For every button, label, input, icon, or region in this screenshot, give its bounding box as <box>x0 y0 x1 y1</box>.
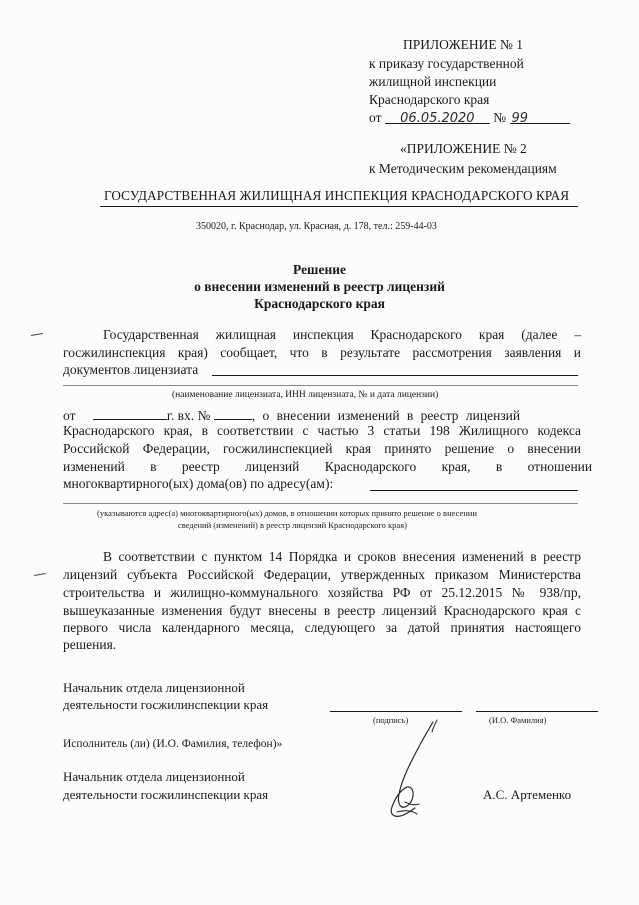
name-line <box>476 711 598 712</box>
header-rule <box>100 206 578 207</box>
p2-line1: В соответствии с пунктом 14 Порядка и сроков внесения изменений в реестр <box>103 549 581 564</box>
p1-line6: Российской Федерации, госжилинспекцией края принято решение о внесении <box>63 441 581 456</box>
decision-subtitle-region: Краснодарского края <box>254 296 385 311</box>
sig1-position-line2: деятельности госжилинспекции края <box>63 697 269 712</box>
address-label: многоквартирного(ых) дома(ов) по адресу(ам): <box>63 476 334 491</box>
handwritten-number: 99 <box>511 111 529 126</box>
sig2-position-line1: Начальник отдела лицензионной <box>63 769 245 784</box>
address-field-line <box>370 490 578 491</box>
decision-title: Решение <box>293 262 346 277</box>
appendix1-line1: к приказу государственной <box>369 56 524 71</box>
margin-mark <box>31 333 43 336</box>
p1-line4 <box>63 405 581 424</box>
appendix2-line1: к Методическим рекомендациям <box>369 161 557 176</box>
p1-line7: изменений в реестр лицензий Краснодарского края, в отношении <box>63 459 593 474</box>
p2-line6: решения. <box>63 637 117 652</box>
from-label-2: от <box>63 408 76 423</box>
sig1-position-line1: Начальник отдела лицензионной <box>63 680 245 695</box>
date-blank <box>93 405 167 420</box>
p1-line2: госжилинспекция края) сообщает, что в результате рассмотрения заявления и <box>63 345 581 360</box>
handwritten-signature <box>375 718 465 828</box>
decision-subtitle: о внесении изменений в реестр лицензий <box>194 279 445 294</box>
incoming-number-blank <box>214 405 252 420</box>
address-hint-line1: (указываются адрес(а) многоквартирного(ых) домов, в отношении которых принято решение о внесении <box>97 508 477 518</box>
number-field <box>510 109 570 124</box>
incoming-label: г. вх. № <box>166 408 211 423</box>
name-hint: (И.О. Фамилия) <box>489 715 547 725</box>
p1-line3 <box>63 362 198 378</box>
licensee-field-line <box>212 375 578 376</box>
p1-line5: Краснодарского края, в соответствии с частью 3 статьи 198 Жилищного кодекса <box>63 423 581 438</box>
p1-line8 <box>63 476 333 492</box>
margin-mark-2 <box>34 573 46 576</box>
handwritten-date: 06.05.2020 <box>400 111 475 126</box>
appendix1-line2: жилищной инспекции <box>369 74 497 89</box>
organization-address: 350020, г. Краснодар, ул. Красная, д. 178, тел.: 259-44-03 <box>196 221 437 232</box>
p2-line3: строительства и жилищно-коммунального хозяйства РФ от 25.12.2015 № 938/пр, <box>63 585 581 600</box>
address-field-line2 <box>63 503 578 504</box>
p2-line2: лицензий субъекта Российской Федерации, утвержденных приказом Министерства <box>63 567 581 582</box>
executor-line: Исполнитель (ли) (И.О. Фамилия, телефон)» <box>63 738 283 750</box>
appendix1-date-line <box>369 109 570 127</box>
licensee-hint: (наименование лицензиата, ИНН лицензиата, № и дата лицензии) <box>172 390 439 400</box>
from-label: от <box>369 110 382 125</box>
p2-line5: первого числа календарного месяца, следующего за датой принятия настоящего <box>63 620 581 635</box>
p1-line4-rest: , о внесении изменений в реестр лицензий <box>251 408 521 423</box>
p2-line4: вышеуказанные изменения будут внесены в реестр лицензий Краснодарского края с <box>63 603 581 618</box>
p1-line1: Государственная жилищная инспекция Краснодарского края (далее – <box>103 327 581 342</box>
appendix1-title: ПРИЛОЖЕНИЕ № 1 <box>403 37 524 52</box>
organization-name: ГОСУДАРСТВЕННАЯ ЖИЛИЩНАЯ ИНСПЕКЦИЯ КРАСНОДАРСКОГО КРАЯ <box>104 188 570 203</box>
licensee-label: документов лицензиата <box>63 362 199 377</box>
signatory-name: А.С. Артеменко <box>483 787 572 802</box>
sig2-position-line2: деятельности госжилинспекции края <box>63 787 269 802</box>
signature-line <box>330 711 462 712</box>
appendix1-line3: Краснодарского края <box>369 92 490 107</box>
licensee-field-line2 <box>63 385 578 386</box>
appendix2-title: «ПРИЛОЖЕНИЕ № 2 <box>400 141 527 156</box>
number-label: № <box>493 110 507 125</box>
address-hint-line2: сведений (изменений) в реестр лицензий Краснодарского края) <box>178 520 407 530</box>
date-field <box>385 109 490 124</box>
signature-hint: (подпись) <box>373 715 409 725</box>
